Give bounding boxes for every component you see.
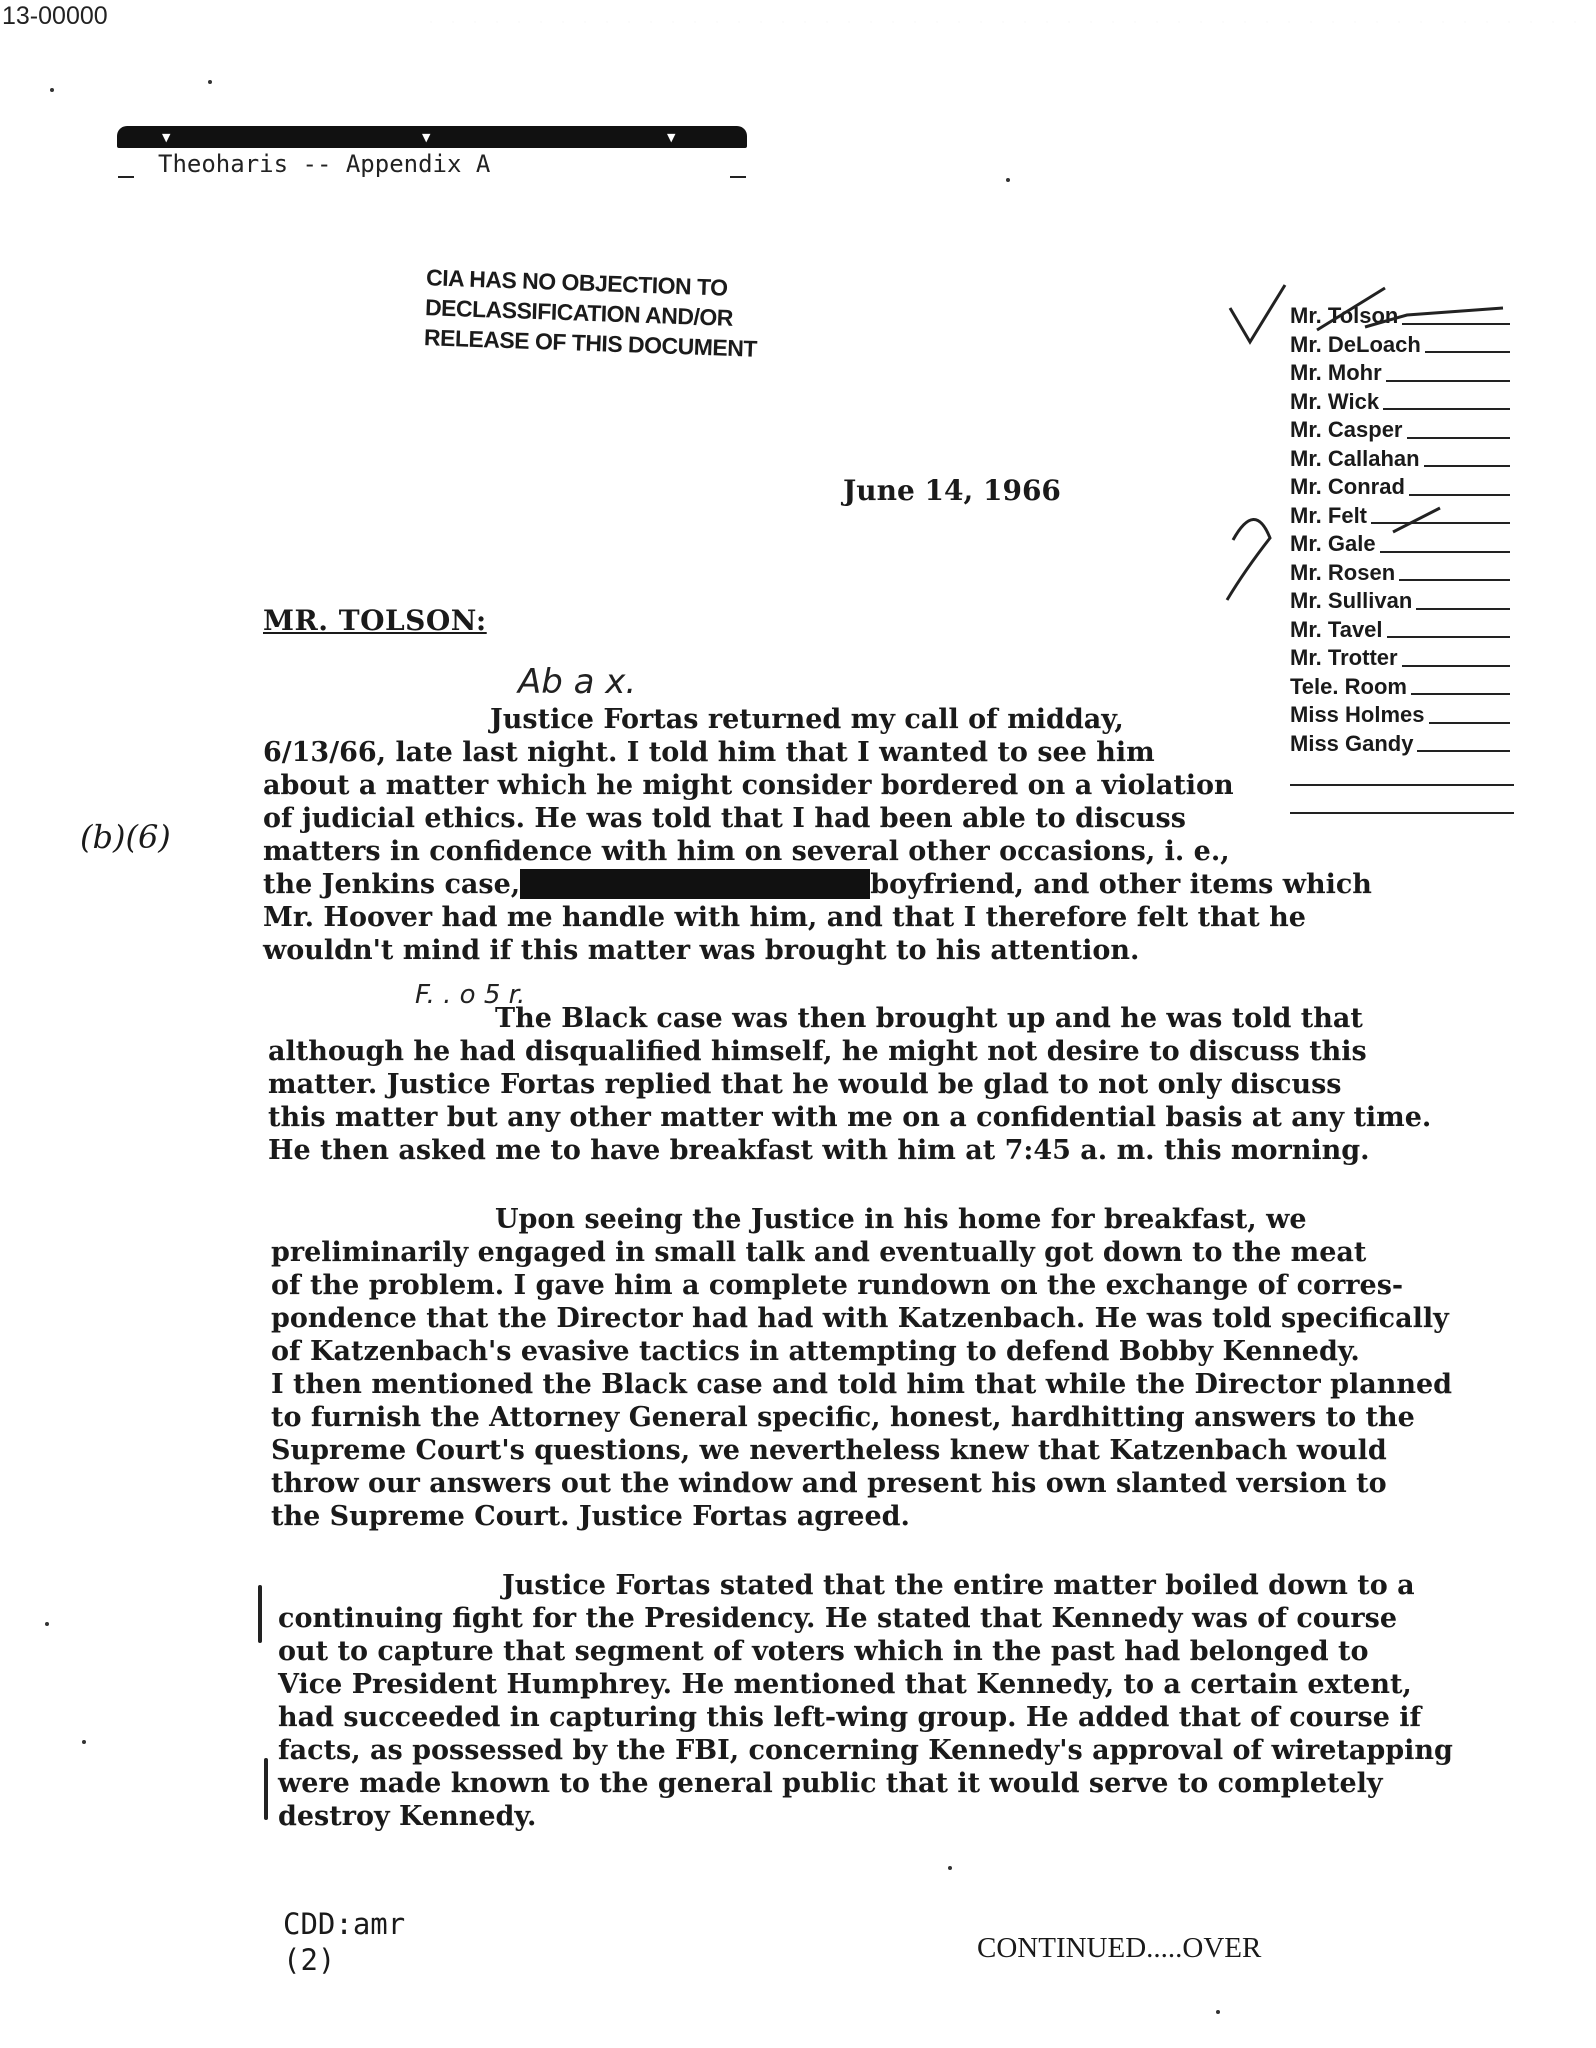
paragraph-line: preliminarily engaged in small talk and eventually got down to the meat — [271, 1237, 1367, 1268]
paragraph-line: had succeeded in capturing this left-wing group. He added that of course if — [278, 1702, 1422, 1733]
routing-name: Tele. Room — [1290, 673, 1407, 699]
margin-bracket — [258, 1585, 262, 1643]
scan-speck — [948, 1866, 952, 1870]
header-tick-right — [730, 176, 746, 178]
scan-speck — [50, 88, 54, 92]
routing-item — [1290, 701, 1510, 730]
handwritten-note: F. . o 5 r. — [415, 980, 526, 1010]
paragraph-line — [263, 868, 1372, 901]
paragraph-line: Justice Fortas returned my call of midday, — [490, 704, 1124, 735]
margin-annotation: (b)(6) — [80, 818, 171, 856]
down-arrow-icon: ▼ — [422, 131, 431, 144]
routing-name: Mr. Wick — [1290, 388, 1380, 414]
paragraph-line: I then mentioned the Black case and told him that while the Director planned — [271, 1369, 1453, 1400]
routing-name: Mr. Rosen — [1290, 559, 1396, 585]
paragraph-line: the Supreme Court. Justice Fortas agreed. — [271, 1501, 910, 1532]
stamp-line: RELEASE OF THIS DOCUMENT — [423, 324, 758, 362]
continued-notice: CONTINUED.....OVER — [977, 1932, 1262, 1964]
paragraph-line: 6/13/66, late last night. I told him that I wanted to see him — [263, 737, 1155, 768]
scan-noise — [420, 20, 1580, 24]
routing-name: Mr. DeLoach — [1290, 331, 1421, 357]
routing-name: Mr. Gale — [1290, 531, 1376, 556]
routing-name: Mr. Tolson — [1290, 303, 1399, 328]
footer-initials: CDD:amr — [283, 1907, 406, 1941]
paragraph-line: of judicial ethics. He was told that I had been able to discuss — [263, 803, 1186, 834]
paragraph-line: facts, as possessed by the FBI, concerning Kennedy's approval of wiretapping — [278, 1735, 1453, 1766]
header-bar — [117, 126, 747, 148]
redaction-block — [520, 869, 870, 899]
scan-speck — [82, 1740, 86, 1744]
handwritten-note: Ab a x. — [518, 662, 637, 702]
paragraph-line: out to capture that segment of voters which in the past had belonged to — [278, 1636, 1369, 1667]
down-arrow-icon: ▼ — [667, 131, 676, 144]
routing-name: Mr. Mohr — [1290, 360, 1382, 385]
scan-speck — [1216, 2010, 1220, 2014]
footer-reference — [283, 1906, 405, 1978]
stamp-line: CIA HAS NO OBJECTION TO — [425, 264, 729, 301]
paragraph-line: Justice Fortas stated that the entire matter boiled down to a — [502, 1570, 1415, 1601]
paragraph-line: Vice President Humphrey. He mentioned that Kennedy, to a certain extent, — [278, 1669, 1412, 1700]
paragraph-line: Mr. Hoover had me handle with him, and that I therefore felt that he — [263, 902, 1306, 933]
paragraph-line: although he had disqualified himself, he might not desire to discuss this — [268, 1036, 1367, 1067]
paragraph-line: pondence that the Director had had with Katzenbach. He was told specifically — [271, 1303, 1449, 1334]
footer-copies: (2) — [283, 1943, 336, 1977]
header-label: Theoharis -- Appendix A — [158, 150, 491, 178]
paragraph-line: The Black case was then brought up and he was told that — [495, 1003, 1363, 1034]
paragraph-line: of the problem. I gave him a complete rundown on the exchange of corres- — [271, 1270, 1404, 1301]
declassification-stamp — [424, 262, 760, 364]
routing-name: Mr. Trotter — [1290, 645, 1398, 670]
memo-addressee: MR. TOLSON: — [263, 604, 487, 637]
margin-bracket — [264, 1758, 268, 1820]
paragraph-line: wouldn't mind if this matter was brought to his attention. — [263, 935, 1140, 966]
paragraph-line: continuing fight for the Presidency. He stated that Kennedy was of course — [278, 1603, 1398, 1634]
routing-item — [1290, 644, 1510, 673]
paragraph-line: to furnish the Attorney General specific, honest, hardhitting answers to the — [271, 1402, 1415, 1433]
routing-name: Mr. Callahan — [1290, 445, 1420, 471]
routing-name: Mr. Sullivan — [1290, 588, 1413, 613]
scan-speck — [45, 1622, 49, 1626]
routing-blank-line — [1290, 758, 1514, 786]
scan-speck — [208, 80, 212, 84]
routing-item — [1290, 730, 1510, 759]
routing-name: Miss Holmes — [1290, 702, 1425, 727]
header-tick-left — [118, 176, 134, 178]
paragraph-line: about a matter which he might consider bordered on a violation — [263, 770, 1234, 801]
paragraph-line: matter. Justice Fortas replied that he would be glad to not only discuss — [268, 1069, 1342, 1100]
routing-name: Mr. Tavel — [1290, 616, 1383, 642]
paragraph-segment: boyfriend, and other items which — [870, 869, 1372, 900]
scan-speck — [1006, 178, 1010, 182]
document-id: 13-00000 — [2, 2, 108, 30]
paragraph-line: destroy Kennedy. — [278, 1801, 537, 1832]
routing-item — [1290, 616, 1510, 645]
routing-name: Mr. Felt — [1290, 502, 1368, 528]
paragraph-line: of Katzenbach's evasive tactics in attempting to defend Bobby Kennedy. — [271, 1336, 1360, 1367]
paragraph-segment: the Jenkins case, — [263, 869, 521, 900]
paragraph-line: Supreme Court's questions, we nevertheless knew that Katzenbach would — [271, 1435, 1387, 1466]
paragraph-line: were made known to the general public that it would serve to completely — [278, 1768, 1383, 1799]
checkmarks-icon — [1225, 270, 1525, 610]
paragraph-line: He then asked me to have breakfast with him at 7:45 a. m. this morning. — [268, 1135, 1370, 1166]
memo-date: June 14, 1966 — [843, 474, 1061, 507]
routing-name: Mr. Conrad — [1290, 474, 1405, 499]
stamp-line: DECLASSIFICATION AND/OR — [424, 294, 734, 331]
paragraph-line: throw our answers out the window and present his own slanted version to — [271, 1468, 1387, 1499]
routing-item — [1290, 673, 1510, 702]
down-arrow-icon: ▼ — [162, 131, 171, 144]
routing-blank-line — [1290, 786, 1514, 814]
routing-name: Miss Gandy — [1290, 730, 1414, 756]
routing-name: Mr. Casper — [1290, 417, 1403, 442]
paragraph-line: matters in confidence with him on several other occasions, i. e., — [263, 836, 1230, 867]
paragraph-line: Upon seeing the Justice in his home for breakfast, we — [495, 1204, 1307, 1235]
paragraph-line: this matter but any other matter with me on a confidential basis at any time. — [268, 1102, 1432, 1133]
